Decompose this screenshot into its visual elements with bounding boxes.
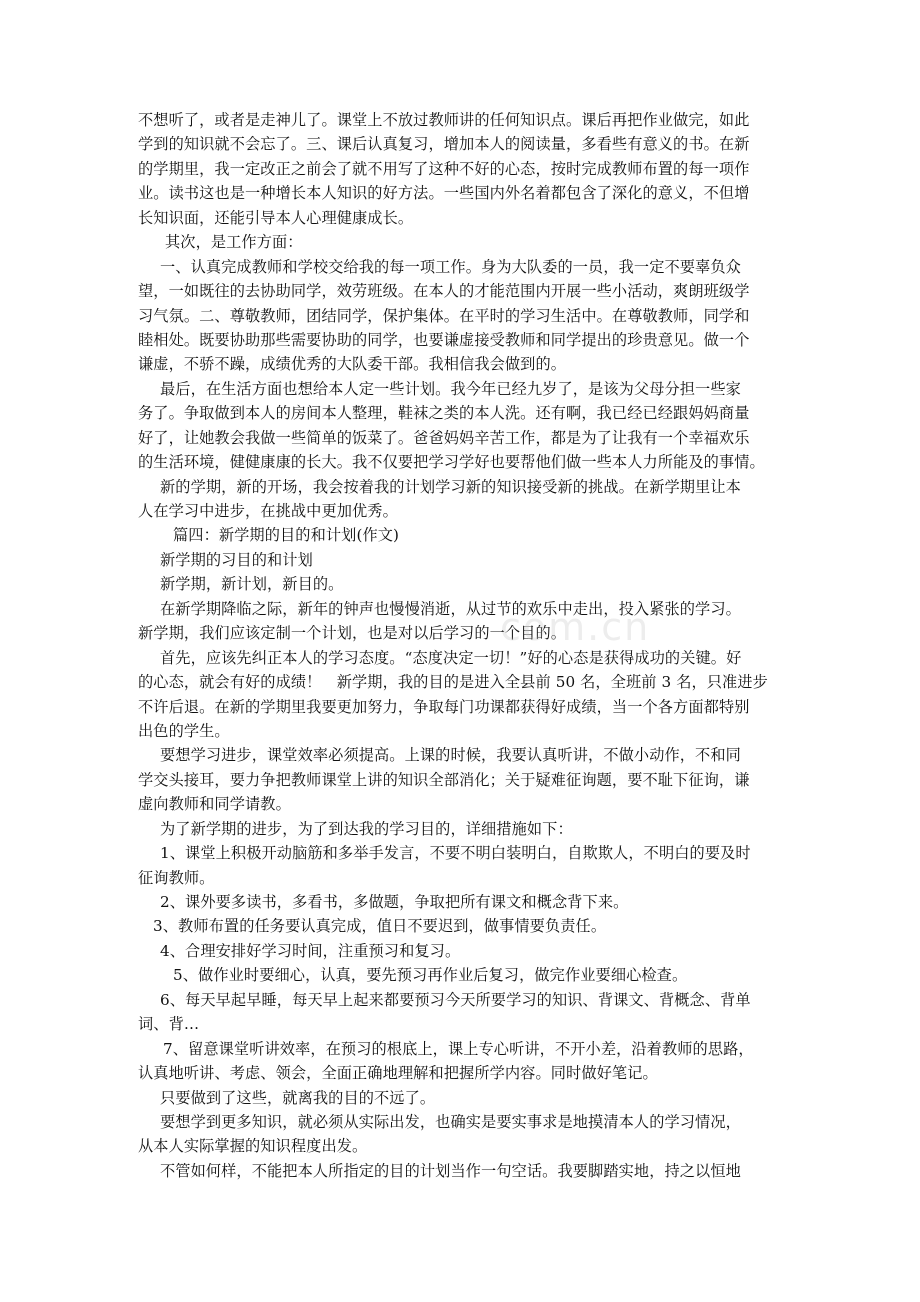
text-line: 的学期里，我一定改正之前会了就不用写了这种不好的心态，按时完成教师布置的每一项作 <box>138 159 750 178</box>
text-line: 词、背… <box>138 1015 200 1034</box>
text-line: 睦相处。既要协助那些需要协助的同学，也要谦虚接受教师和同学提出的珍贵意见。做一个 <box>138 330 750 349</box>
text-line: 最后，在生活方面也想给本人定一些计划。我今年已经九岁了，是该为父母分担一些家 <box>160 379 741 398</box>
text-line: 征询教师。 <box>138 868 215 887</box>
text-line: 不想听了，或者是走神儿了。课堂上不放过教师讲的任何知识点。课后再把作业做完，如此 <box>138 111 750 129</box>
text-line: 要想学习进步，课堂效率必须提高。上课的时候，我要认真听讲，不做小动作，不和同 <box>160 746 741 765</box>
text-line: 篇四：新学期的目的和计划(作文) <box>173 526 400 545</box>
text-line: 的心态，就会有好的成绩！ 新学期，我的目的是进入全县前 50 名，全班前 3 名，只准进步 <box>138 673 768 692</box>
text-line: 5、做作业时要细心，认真，要先预习再作业后复习，做完作业要细心检查。 <box>173 966 688 985</box>
text-line: 习气氛。二、尊敬教师，团结同学，保护集体。在平时的学习生活中。在尊敬教师，同学和 <box>138 306 750 325</box>
text-line: 首先，应该先纠正本人的学习态度。“态度决定一切！”好的心态是获得成功的关键。好 <box>160 648 742 667</box>
text-line: 好了，让她教会我做一些简单的饭菜了。爸爸妈妈辛苦工作，都是为了让我有一个幸福欢乐 <box>138 428 750 447</box>
text-line: 要想学到更多知识，就必须从实际出发，也确实是要实事求是地摸清本人的学习情况， <box>160 1112 741 1131</box>
text-line: 一、认真完成教师和学校交给我的每一项工作。身为大队委的一员，我一定不要辜负众 <box>160 257 741 276</box>
text-line: 3、教师布置的任务要认真完成，值日不要迟到，做事情要负责任。 <box>153 917 607 936</box>
text-line: 望，一如既往的去协助同学，效劳班级。在本人的才能范围内开展一些小活动，爽朗班级学 <box>138 282 750 301</box>
text-line: 长知识面，还能引导本人心理健康成长。 <box>138 208 414 227</box>
text-line: 认真地听讲、考虑、领会，全面正确地理解和把握所学内容。同时做好笔记。 <box>138 1064 658 1083</box>
text-line: 学到的知识就不会忘了。三、课后认真复习，增加本人的阅读量，多看些有意义的书。在新 <box>138 135 750 154</box>
text-line: 务了。争取做到本人的房间本人整理，鞋袜之类的本人洗。还有啊，我已经已经跟妈妈商量 <box>138 404 750 423</box>
text-line: 出色的学生。 <box>138 721 230 740</box>
text-line: 新学期，新计划，新目的。 <box>160 575 344 594</box>
text-line: 在新学期降临之际，新年的钟声也慢慢消逝，从过节的欢乐中走出，投入紧张的学习。 <box>160 599 741 618</box>
text-line: 谦虚，不骄不躁，成绩优秀的大队委干部。我相信我会做到的。 <box>138 355 567 374</box>
text-line: 4、合理安排好学习时间，注重预习和复习。 <box>160 941 461 960</box>
text-line: 只要做到了这些，就离我的目的不远了。 <box>160 1088 436 1107</box>
text-line: 业。读书这也是一种增长本人知识的好方法。一些国内外名着都包含了深化的意义，不但增 <box>138 184 750 203</box>
text-line: 从本人实际掌握的知识程度出发。 <box>138 1137 368 1156</box>
text-line: 的生活环境，健健康康的长大。我不仅要把学习学好也要帮他们做一些本人力所能及的事情。 <box>138 453 765 472</box>
watermark: com.cn <box>500 605 651 649</box>
text-line: 新学期的习目的和计划 <box>160 550 313 569</box>
text-line: 新的学期，新的开场，我会按着我的计划学习新的知识接受新的挑战。在新学期里让本 <box>160 477 741 496</box>
text-line: 其次，是工作方面： <box>165 233 303 252</box>
text-line: 人在学习中进步，在挑战中更加优秀。 <box>138 502 398 520</box>
text-line: 1、课堂上积极开动脑筋和多举手发言，不要不明白装明白，自欺欺人，不明白的要及时 <box>160 844 751 863</box>
text-line: 学交头接耳，要力争把教师课堂上讲的知识全部消化；关于疑难征询题，要不耻下征询，谦 <box>138 770 750 789</box>
text-line: 不许后退。在新的学期里我要更加努力，争取每门功课都获得好成绩，当一个各方面都特别 <box>138 697 750 716</box>
text-line: 2、课外要多读书，多看书，多做题，争取把所有课文和概念背下来。 <box>160 893 629 911</box>
text-line: 7、留意课堂听讲效率，在预习的根底上，课上专心听讲，不开小差，沿着教师的思路， <box>163 1039 754 1058</box>
document-body <box>138 108 784 1183</box>
text-line: 新学期，我们应该定制一个计划，也是对以后学习的一个目的。 <box>138 624 567 643</box>
text-line: 为了新学期的进步，为了到达我的学习目的，详细措施如下： <box>160 819 573 838</box>
text-line: 虚向教师和同学请教。 <box>138 795 291 814</box>
text-line: 6、每天早起早睡，每天早上起来都要预习今天所要学习的知识、背课文、背概念、背单 <box>160 990 751 1009</box>
text-line: 不管如何样，不能把本人所指定的目的计划当作一句空话。我要脚踏实地，持之以恒地 <box>160 1161 741 1180</box>
